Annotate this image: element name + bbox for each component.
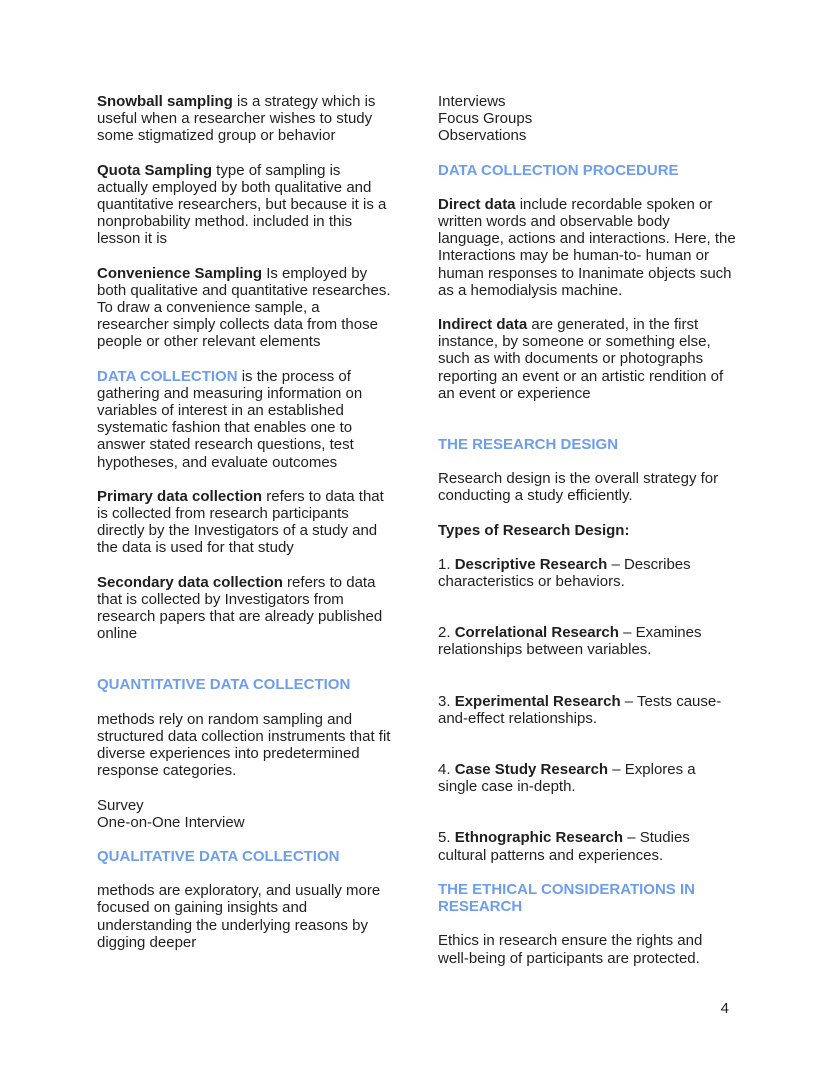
section-heading: THE ETHICAL CONSIDERATIONS IN RESEARCH: [438, 880, 695, 916]
paragraph: Convenience Sampling Is employed by both qualitative and quantitative researches. To draw a convenience sample, a researcher simply collects data from those people or other relevant elements: [97, 264, 391, 351]
paragraph: Direct data include recordable spoken or written words and observable body language, actions and interactions. Here, the Interactions may be human-to- human or human responses to Inanimate objects such as a hemodialysis machine.: [438, 195, 736, 299]
left-column: [97, 93, 395, 967]
paragraph: 2. Correlational Research – Examines relationships between variables.: [438, 624, 702, 659]
section-heading: DATA COLLECTION PROCEDURE: [438, 161, 679, 179]
paragraph: Primary data collection refers to data that is collected from research participants directly by the Investigators of a study and the data is used for that study: [97, 487, 384, 557]
section-heading: QUANTITATIVE DATA COLLECTION: [97, 676, 351, 694]
paragraph: Types of Research Design:: [438, 521, 630, 539]
paragraph: 1. Descriptive Research – Describes characteristics or behaviors.: [438, 555, 691, 591]
paragraph: Quota Sampling type of sampling is actually employed by both qualitative and quantitative researchers, but because it is a nonprobability method. included in this lesson it is: [97, 161, 387, 248]
paragraph: methods are exploratory, and usually more focused on gaining insights and understanding the underlying reasons by digging deeper: [97, 882, 381, 951]
paragraph: 4. Case Study Research – Explores a single case in-depth.: [438, 761, 696, 796]
paragraph: Research design is the overall strategy for conducting a study efficiently.: [438, 470, 719, 505]
paragraph: Ethics in research ensure the rights and well-being of participants are protected.: [438, 932, 703, 967]
paragraph: DATA COLLECTION is the process of gathering and measuring information on variables of interest in an established systematic fashion that enables one to answer stated research questions, test hypotheses, and evaluate outcomes: [97, 367, 363, 471]
text-lines: Survey One-on-One Interview: [97, 796, 245, 831]
text-lines: Interviews Focus Groups Observations: [438, 93, 533, 145]
paragraph: Secondary data collection refers to data that is collected by Investigators from research papers that are already published online: [97, 573, 383, 643]
paragraph: methods rely on random sampling and structured data collection instruments that fit diverse experiences into predetermined response categories.: [97, 710, 391, 780]
paragraph: Snowball sampling is a strategy which is useful when a researcher wishes to study some stigmatized group or behavior: [97, 93, 376, 145]
section-heading: THE RESEARCH DESIGN: [438, 436, 619, 454]
right-column: [438, 93, 736, 967]
paragraph: 3. Experimental Research – Tests cause-and-effect relationships.: [438, 692, 722, 727]
paragraph: 5. Ethnographic Research – Studies cultural patterns and experiences.: [438, 829, 690, 864]
page-number: 4: [720, 1000, 729, 1017]
paragraph: Indirect data are generated, in the first instance, by someone or something else, such as with documents or photographs reporting an event or an artistic rendition of an event or experience: [438, 316, 724, 402]
section-heading: QUALITATIVE DATA COLLECTION: [97, 847, 340, 865]
two-column-text-area: [97, 93, 736, 967]
